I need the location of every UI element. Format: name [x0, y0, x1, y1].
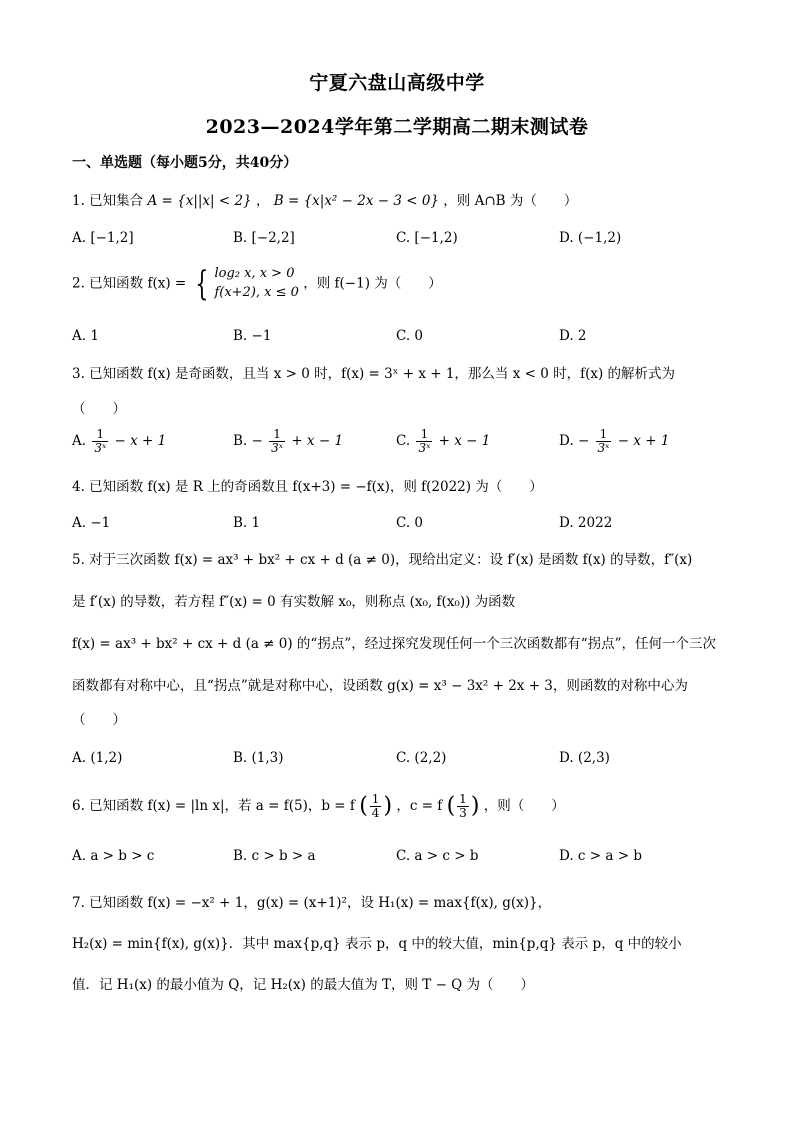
question-2: [72, 265, 442, 303]
q2-stem-b: ，则 f(−1) 为（ ）: [303, 275, 442, 292]
q3-option-a: A. $\frac{1}{\text{3ˣ}}$ − x + 1: [72, 427, 167, 456]
fraction: $\frac{1}{\text{3ˣ}}$: [418, 427, 431, 456]
q5-line-2: 是 f′(x) 的导数，若方程 f″(x) = 0 有实数解 x₀，则称点 (x₀, f(x₀)) 为函数: [72, 594, 516, 610]
q6-option-c: C. a > c > b: [396, 848, 479, 864]
section-heading: 一、单选题（每小题5分，共40分）: [72, 155, 298, 171]
question-6: 6. 已知函数 f(x) = |ln x|，若 a = f(5)，b = f ( $\frac{1}{4}$ ) ，c = f ( $\frac{1}{3}$ ) ，则（ ）: [72, 792, 565, 821]
q3-option-label: B.: [233, 433, 248, 450]
q5-option-d: D. (2,3): [559, 750, 610, 766]
q5-option-b: B. (1,3): [233, 750, 284, 766]
q1-stem-a: 1. 已知集合: [72, 193, 144, 209]
exam-title: 2023—2024学年第二学期高二期末测试卷: [205, 116, 589, 138]
q3-option-d: D. − $\frac{1}{\text{3ˣ}}$ − x + 1: [559, 427, 670, 456]
q2-piecewise: [214, 265, 298, 303]
q1-set-b: B = {x|x² − 2x − 3 < 0}: [273, 193, 439, 209]
q7-line-1: 7. 已知函数 f(x) = −x² + 1，g(x) = (x+1)²，设 H₁(x) = max{f(x), g(x)}，: [72, 895, 552, 911]
question-3: 3. 已知函数 f(x) 是奇函数，且当 x > 0 时，f(x) = 3ˣ + x + 1，那么当 x < 0 时，f(x) 的解析式为: [72, 366, 676, 382]
q4-option-a: A. −1: [72, 515, 111, 531]
q6-stem-mid: ，c = f: [396, 798, 443, 815]
q5-paren: （ ）: [72, 712, 126, 728]
q4-option-b: B. 1: [233, 515, 261, 531]
q6-stem-a: 6. 已知函数 f(x) = |ln x|，若 a = f(5)，b = f: [72, 798, 355, 815]
q5-option-a: A. (1,2): [72, 750, 123, 766]
q7-line-2: H₂(x) = min{f(x), g(x)}．其中 max{p,q} 表示 p，q 中的较大值，min{p,q} 表示 p，q 中的较小: [72, 936, 682, 952]
q3-option-c: C. $\frac{1}{\text{3ˣ}}$ + x − 1: [396, 427, 491, 456]
q1-option-b: B. [−2,2]: [233, 230, 295, 246]
q2-stem-a: 2. 已知函数 f(x) =: [72, 275, 187, 292]
left-brace-icon: {: [194, 263, 208, 304]
fraction: $\frac{1}{\text{3ˣ}}$: [94, 427, 107, 456]
q2-option-b: B. −1: [233, 328, 272, 344]
q2-case-1: log₂ x, x > 0: [214, 266, 295, 281]
question-1: 1. 已知集合 A = {x||x| < 2} ， B = {x|x² − 2x − 3 < 0} ，则 A∩B 为（ ）: [72, 193, 578, 209]
q5-line-4: 函数都有对称中心，且“拐点”就是对称中心，设函数 g(x) = x³ − 3x² + 2x + 3，则函数的对称中心为: [72, 678, 688, 694]
q1-stem-b: ，则 A∩B 为（ ）: [443, 193, 578, 209]
q2-option-a: A. 1: [72, 328, 99, 344]
fraction: $\frac{1}{\text{3ˣ}}$: [271, 427, 284, 456]
question-4: 4. 已知函数 f(x) 是 R 上的奇函数且 f(x+3) = −f(x)，则 f(2022) 为（ ）: [72, 479, 543, 495]
q6-stem-b: ，则（ ）: [483, 798, 565, 815]
q5-line-3: f(x) = ax³ + bx² + cx + d (a ≠ 0) 的“拐点”，经过探究发现任何一个三次函数都有“拐点”，任何一个三次: [72, 636, 717, 652]
q6-option-a: A. a > b > c: [72, 848, 155, 864]
q6-fraction-c: $\frac{1}{3}$: [459, 792, 467, 821]
q5-option-c: C. (2,2): [396, 750, 447, 766]
q3-option-label: A.: [72, 433, 87, 450]
q6-option-b: B. c > b > a: [233, 848, 316, 864]
q4-option-c: C. 0: [396, 515, 424, 531]
q1-set-a: A = {x||x| < 2}: [147, 193, 252, 209]
q3-paren: （ ）: [72, 401, 126, 417]
q6-fraction-b: $\frac{1}{4}$: [371, 792, 380, 821]
q2-option-c: C. 0: [396, 328, 424, 344]
q5-line-1: 5. 对于三次函数 f(x) = ax³ + bx² + cx + d (a ≠ 0)，现给出定义：设 f′(x) 是函数 f(x) 的导数，f″(x): [72, 552, 693, 568]
q7-line-3: 值．记 H₁(x) 的最小值为 Q，记 H₂(x) 的最大值为 T，则 T − Q 为（ ）: [72, 977, 535, 993]
q1-option-d: D. (−1,2): [559, 230, 622, 246]
q4-option-d: D. 2022: [559, 515, 613, 531]
q1-option-a: A. [−1,2]: [72, 230, 134, 246]
q3-option-label: D.: [559, 433, 574, 450]
q2-case-2: f(x+2), x ≤ 0: [214, 284, 299, 300]
school-title: 宁夏六盘山高级中学: [309, 72, 485, 94]
q2-option-d: D. 2: [559, 328, 587, 344]
q6-option-d: D. c > a > b: [559, 848, 642, 864]
q3-option-label: C.: [396, 433, 411, 450]
q1-option-c: C. [−1,2): [396, 230, 458, 246]
fraction: $\frac{1}{\text{3ˣ}}$: [597, 427, 610, 456]
q3-option-b: B. − $\frac{1}{\text{3ˣ}}$ + x − 1: [233, 427, 344, 456]
